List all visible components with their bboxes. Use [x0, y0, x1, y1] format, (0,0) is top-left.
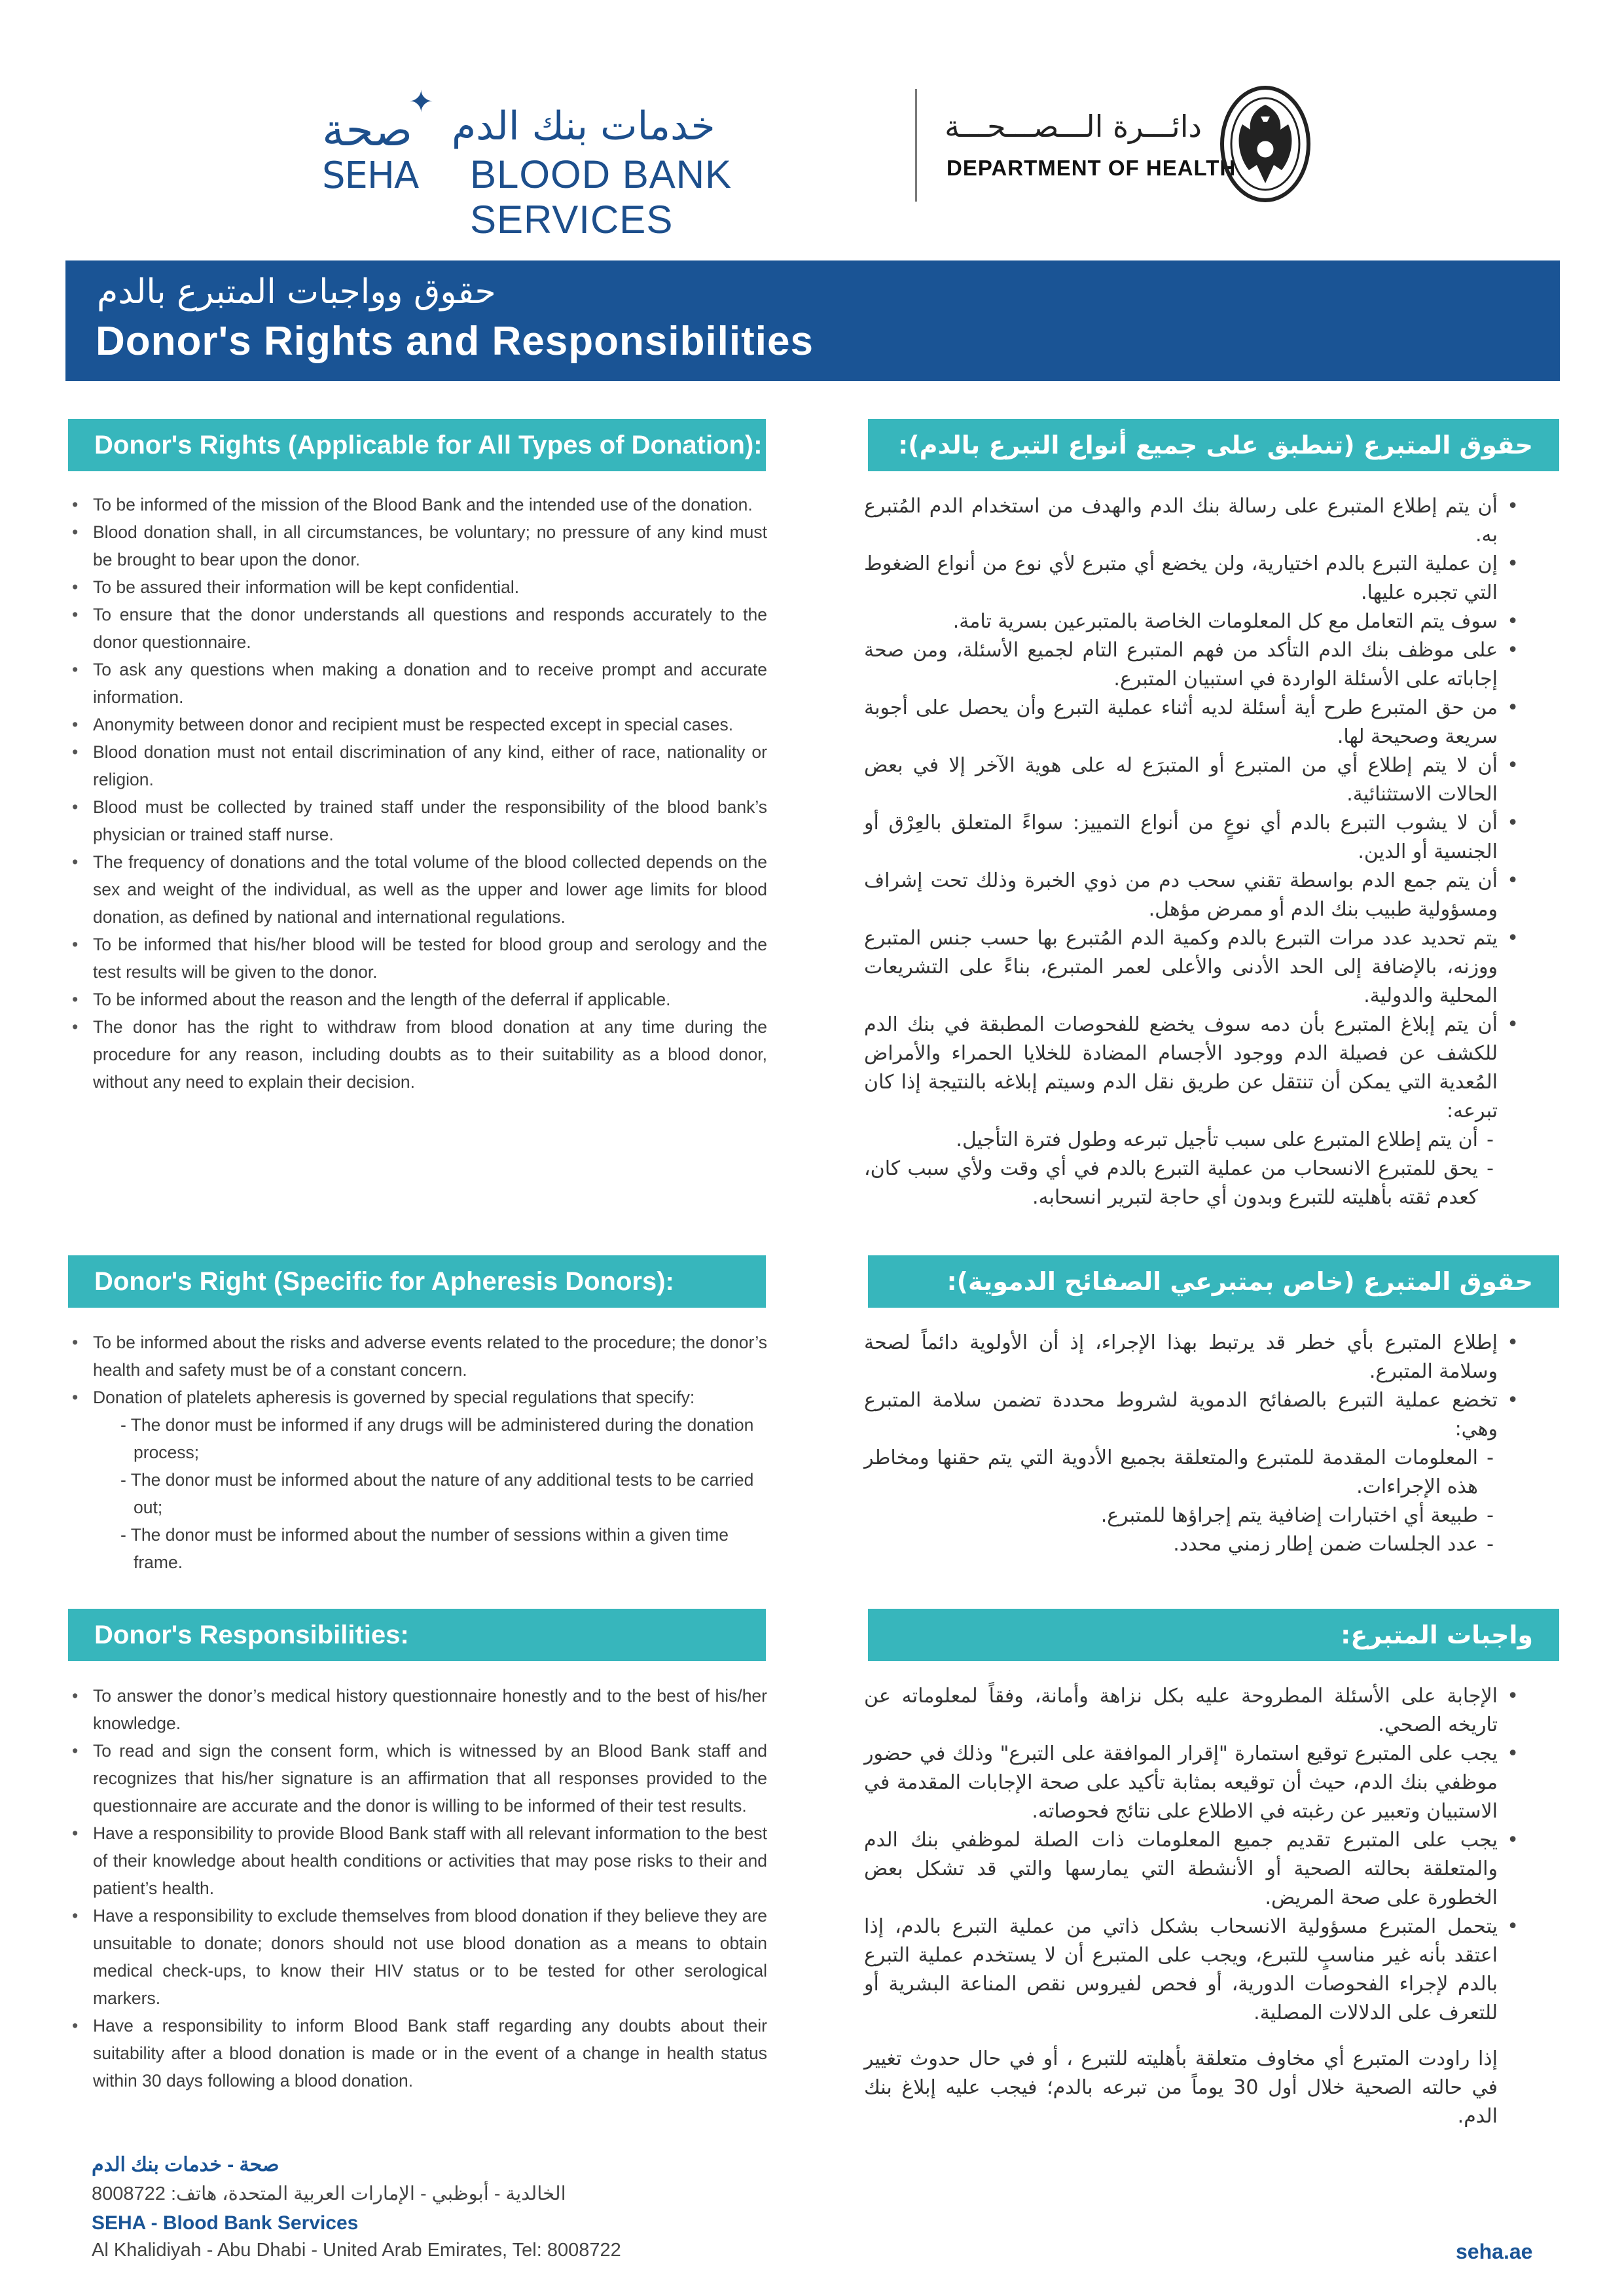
sub-list-item: - عدد الجلسات ضمن إطار زمني محدد.: [864, 1530, 1498, 1559]
sub-list: [864, 1444, 1498, 1559]
list-item: • Have a responsibility to provide Blood Bank staff with all relevant information to the best of their knowledge about health conditions or activities that may pose risks to their and patient’s health.: [72, 1820, 767, 1902]
sub-list: [864, 1126, 1498, 1212]
list-item: • To answer the donor’s medical history questionnaire honestly and to the best of his/her knowledge.: [72, 1682, 767, 1737]
seha-logo: [322, 84, 898, 242]
sub-list-item: - The donor must be informed about the nature of any additional tests to be carried out;: [120, 1470, 754, 1517]
falcon-emblem-icon: [1216, 79, 1314, 209]
title-banner: [65, 260, 1560, 381]
sub-list-item: - The donor must be informed about the number of sessions within a given time frame.: [120, 1525, 729, 1572]
responsibilities-list-arabic: [864, 1682, 1519, 2028]
list-item: [72, 1384, 767, 1576]
page-title: Donor's Rights and Responsibilities: [96, 319, 814, 364]
list-item: • يجب على المتبرع توقيع استمارة "إقرار الموافقة على التبرع" وذلك في حضور موظفي بنك الدم، حيث أن توقيعه بمثابة تأكيد على صحة الإجابات المقدمة في الاستبيان وتعبير عن رغبته في الاطلاع على نتائج فحوصاته.: [864, 1740, 1519, 1826]
list-item: • To read and sign the consent form, which is witnessed by an Blood Bank staff and recognizes that his/her signature is an affirmation that all responses provided to the questionnaire are accurate and the donor is willing to be informed of their test results.: [72, 1737, 767, 1820]
list-item: • Anonymity between donor and recipient must be respected except in special cases.: [72, 711, 767, 738]
list-item: • إن عملية التبرع بالدم اختيارية، ولن يخضع أي متبرع لأي نوع من أنواع الضغوط التي تجبره عليها.: [864, 550, 1519, 607]
rights-heading-arabic: حقوق المتبرع (تنطبق على جميع أنواع التبرع بالدم):: [868, 419, 1559, 471]
list-item: • Have a responsibility to exclude themselves from blood donation if they believe they are unsuitable to donate; donors should not use blood donation as a means to obtain medical check-ups, to know their HIV status or to be tested for other serological markers.: [72, 1902, 767, 2012]
list-item-text: أن يتم إبلاغ المتبرع بأن دمه سوف يخضع للفحوصات المطبقة في بنك الدم للكشف عن فصيلة الدم ووجود الأجسام المضادة للخلايا الحمراء والأمراض المُعدية التي يمكن أن تنتقل عن طريق نقل الدم وسيتم إبلاغه بالنتيجة إذا كان تبرعه:: [864, 1013, 1498, 1122]
list-item-text: تخضع عملية التبرع بالصفائح الدموية لشروط محددة تضمن سلامة المتبرع وهي:: [864, 1389, 1498, 1441]
list-item: • أن يتم إطلاع المتبرع على رسالة بنك الدم والهدف من استخدام الدم المُتبرع به.: [864, 492, 1519, 550]
footer-address: Al Khalidiyah - Abu Dhabi - United Arab Emirates, Tel: 8008722: [92, 2240, 621, 2261]
list-item: • يتحمل المتبرع مسؤولية الانسحاب بشكل ذاتي من عملية التبرع بالدم، إذا اعتقد بأنه غير مناسبٍ للتبرع، ويجب على المتبرع أن لا يستخدم عملية التبرع بالدم لإجراء الفحوصات الدورية، أو فحص لفيروس نقص المناعة البشرية أو للتعرف على الدلالات المصلية.: [864, 1912, 1519, 2028]
sub-list: [93, 1411, 767, 1576]
list-item: • أن يتم جمع الدم بواسطة تقني سحب دم من ذوي الخبرة وذلك تحت إشراف ومسؤولية طبيب بنك الدم أو ممرض مؤهل.: [864, 867, 1519, 924]
department-of-health-english: DEPARTMENT OF HEALTH: [947, 156, 1236, 180]
apheresis-list: [72, 1329, 767, 1576]
sub-list-item: - أن يتم إطلاع المتبرع على سبب تأجيل تبرعه وطول فترة التأجيل.: [864, 1126, 1498, 1155]
list-item: • The frequency of donations and the total volume of the blood collected depends on the sex and weight of the individual, as well as the upper and lower age limits for blood donation, as defined by national and international regulations.: [72, 848, 767, 931]
responsibilities-heading: Donor's Responsibilities:: [68, 1609, 766, 1661]
responsibility-last-arabic: إذا راودت المتبرع أي مخاوف متعلقة بأهليته للتبرع ، أو في حال حدوث تغيير في حالته الصحية خلال أول 30 يوماً من تبرعه بالدم؛ فيجب عليه إبلاغ بنك الدم.: [864, 2047, 1498, 2128]
responsibilities-heading-arabic: واجبات المتبرع:: [868, 1609, 1559, 1661]
list-item: • To be informed that his/her blood will be tested for blood group and serology and the test results will be given to the donor.: [72, 931, 767, 986]
seha-logo-arabic: صحة: [322, 105, 413, 156]
list-item: • يتم تحديد عدد مرات التبرع بالدم وكمية الدم المُتبرع بها حسب جنس المتبرع ووزنه، بالإضافة إلى الحد الأدنى والأعلى لعمر المتبرع، بناءً على التشريعات المحلية والدولية.: [864, 924, 1519, 1011]
list-item: [864, 1011, 1519, 1212]
blood-bank-title-arabic: خدمات بنك الدم: [452, 103, 715, 149]
sub-list-item: - The donor must be informed if any drugs will be administered during the donation process;: [120, 1415, 754, 1462]
rights-list-arabic: [864, 492, 1519, 1212]
sub-list-item: - يحق للمتبرع الانسحاب من عملية التبرع بالدم في أي وقت ولأي سبب كان، كعدم ثقته بأهليته للتبرع وبدون أي حاجة لتبرير انسحابه.: [864, 1155, 1498, 1212]
sub-list-item: - المعلومات المقدمة للمتبرع والمتعلقة بجميع الأدوية التي يتم حقنها ومخاطر هذه الإجراءات.: [864, 1444, 1498, 1501]
rights-heading: Donor's Rights (Applicable for All Types of Donation):: [68, 419, 766, 471]
apheresis-heading: Donor's Right (Specific for Apheresis Donors):: [68, 1255, 766, 1308]
apheresis-heading-arabic: حقوق المتبرع (خاص بمتبرعي الصفائح الدموية):: [868, 1255, 1559, 1308]
website-link[interactable]: seha.ae: [1456, 2240, 1533, 2263]
department-of-health-arabic: دائـــرة الـــصـــحـــة: [945, 109, 1202, 144]
footer-address-arabic: الخالدية - أبوظبي - الإمارات العربية المتحدة، هاتف: 8008722: [92, 2183, 566, 2204]
list-item: • To be assured their information will be kept confidential.: [72, 573, 767, 601]
list-item: • الإجابة على الأسئلة المطروحة عليه بكل نزاهة وأمانة، وفقاً لمعلوماته عن تاريخه الصحي.: [864, 1682, 1519, 1740]
list-item: • To be informed about the risks and adverse events related to the procedure; the donor’s health and safety must be of a constant concern.: [72, 1329, 767, 1384]
list-item: • من حق المتبرع طرح أية أسئلة لديه أثناء عملية التبرع وأن يحصل على أجوبة سريعة وصحيحة لها.: [864, 694, 1519, 751]
list-item: • The donor has the right to withdraw from blood donation at any time during the procedure for any reason, including doubts as to their suitability as a blood donor, without any need to explain their decision.: [72, 1013, 767, 1096]
list-item: [864, 1386, 1519, 1559]
list-item: • To be informed about the reason and the length of the deferral if applicable.: [72, 986, 767, 1013]
apheresis-list-arabic: [864, 1329, 1519, 1559]
footer-name-arabic: صحة - خدمات بنك الدم: [92, 2154, 280, 2176]
list-item: • Blood must be collected by trained staff under the responsibility of the blood bank’s physician or trained staff nurse.: [72, 793, 767, 848]
list-item: • على موظف بنك الدم التأكد من فهم المتبرع التام لجميع الأسئلة، ومن صحة إجاباته على الأسئلة الواردة في استبيان المتبرع.: [864, 636, 1519, 694]
list-item: • Blood donation must not entail discrimination of any kind, either of race, nationality or religion.: [72, 738, 767, 793]
list-item-text: Donation of platelets apheresis is governed by special regulations that specify:: [93, 1388, 695, 1407]
list-item: • يجب على المتبرع تقديم جميع المعلومات ذات الصلة لموظفي بنك الدم والمتعلقة بحالته الصحية أو الأنشطة التي يمارسها والتي قد تشكل بعض الخطورة على صحة المريض.: [864, 1826, 1519, 1912]
list-item: • To ask any questions when making a donation and to receive prompt and accurate information.: [72, 656, 767, 711]
list-item: • سوف يتم التعامل مع كل المعلومات الخاصة بالمتبرعين بسرية تامة.: [864, 607, 1519, 636]
list-item: • Blood donation shall, in all circumstances, be voluntary; no pressure of any kind must be brought to bear upon the donor.: [72, 518, 767, 573]
sub-list-item: - طبيعة أي اختبارات إضافية يتم إجراؤها للمتبرع.: [864, 1501, 1498, 1530]
page-title-arabic: حقوق وواجبات المتبرع بالدم: [97, 272, 496, 312]
rights-list: [72, 491, 767, 1096]
list-item: • أن لا يشوب التبرع بالدم أي نوعٍ من أنواع التمييز: سواءً المتعلق بالعِرْق أو الجنسية أو الدين.: [864, 809, 1519, 867]
seha-logo-english: SEHA: [322, 154, 419, 197]
list-item: • إطلاع المتبرع بأي خطر قد يرتبط بهذا الإجراء، إذ أن الأولوية دائماً لصحة وسلامة المتبرع.: [864, 1329, 1519, 1386]
list-item: • To ensure that the donor understands all questions and responds accurately to the donor questionnaire.: [72, 601, 767, 656]
blood-bank-title-english: BLOOD BANK SERVICES: [470, 152, 732, 242]
responsibilities-list: [72, 1682, 767, 2094]
footer-name: SEHA - Blood Bank Services: [92, 2212, 359, 2234]
star-icon: ✦: [408, 84, 434, 119]
list-item: • أن لا يتم إطلاع أي من المتبرع أو المتبرَع له على هوية الآخر إلا في بعض الحالات الاستثنائية.: [864, 751, 1519, 809]
list-item: • To be informed of the mission of the Blood Bank and the intended use of the donation.: [72, 491, 767, 518]
list-item: • Have a responsibility to inform Blood Bank staff regarding any doubts about their suitability after a blood donation is made or in the event of a change in health status within 30 days following a blood donation.: [72, 2012, 767, 2094]
logo-divider: [915, 89, 917, 202]
